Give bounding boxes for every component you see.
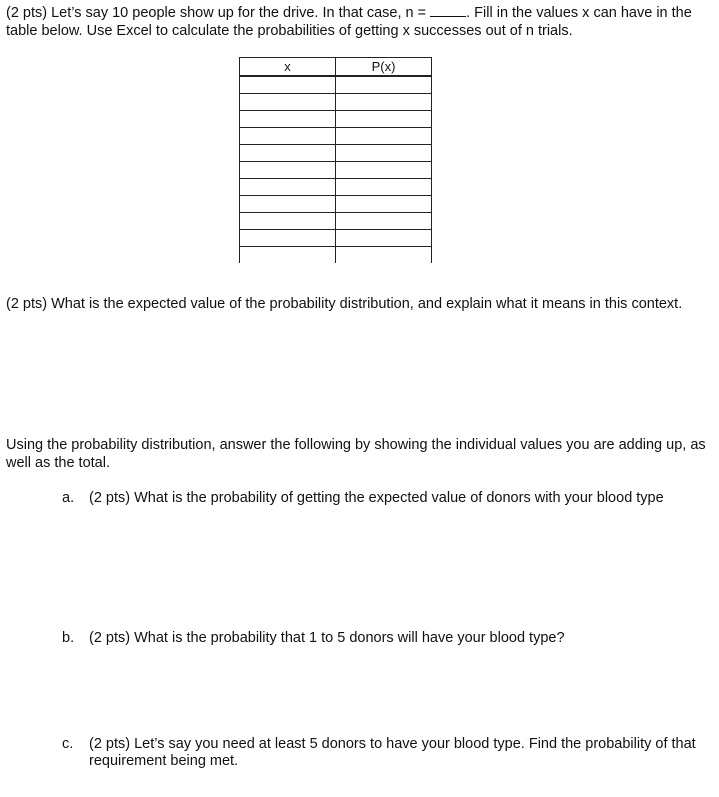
list-item-a-text: (2 pts) What is the probability of getting the expected value of donors with your blood type: [89, 490, 664, 506]
table-cell-px[interactable]: [336, 230, 432, 247]
table-row: [240, 128, 432, 145]
table-row: [240, 196, 432, 213]
table-row: [240, 230, 432, 247]
answer-blank-n[interactable]: [430, 4, 466, 17]
table-cell-x[interactable]: [240, 94, 336, 111]
list-marker-a: a.: [62, 490, 75, 506]
question-sample-size-text-start: (2 pts) Let’s say 10 people show up for the drive. In that case, n =: [6, 5, 431, 21]
table-cell-px[interactable]: [336, 247, 432, 264]
table-cell-x[interactable]: [240, 162, 336, 179]
table-row: [240, 94, 432, 111]
table-row: [240, 145, 432, 162]
question-distribution-intro: Using the probability distribution, answer the following by showing the individual values you are adding up, as well as the total.: [6, 437, 706, 471]
table-cell-px[interactable]: [336, 128, 432, 145]
question-sample-size-text-end: . Fill in the values x can have in the table below. Use Excel to calculate the probabilities of getting x successes out of n trials.: [6, 5, 692, 39]
list-item-b: [62, 630, 702, 647]
list-item-a: [62, 490, 702, 507]
list-item-c: [62, 736, 702, 770]
table-row: [240, 111, 432, 128]
table-cell-px[interactable]: [336, 76, 432, 94]
table-cell-x[interactable]: [240, 196, 336, 213]
table-cell-x[interactable]: [240, 128, 336, 145]
list-marker-c: c.: [62, 736, 74, 752]
table-cell-x[interactable]: [240, 230, 336, 247]
probability-table: [239, 57, 432, 263]
table-header-row: [240, 58, 432, 77]
table-row: [240, 213, 432, 230]
table-cell-x[interactable]: [240, 213, 336, 230]
table-cell-px[interactable]: [336, 162, 432, 179]
table-cell-x[interactable]: [240, 179, 336, 196]
list-marker-b: b.: [62, 630, 75, 646]
table-cell-x[interactable]: [240, 76, 336, 94]
table-cell-x[interactable]: [240, 145, 336, 162]
table-cell-px[interactable]: [336, 145, 432, 162]
table-cell-px[interactable]: [336, 196, 432, 213]
table-cell-x[interactable]: [240, 111, 336, 128]
table-cell-px[interactable]: [336, 213, 432, 230]
column-header-px: P(x): [336, 58, 432, 77]
table-cell-px[interactable]: [336, 179, 432, 196]
list-item-c-text: (2 pts) Let’s say you need at least 5 donors to have your blood type. Find the probability of that requirement being met.: [89, 736, 696, 769]
table-cell-x[interactable]: [240, 247, 336, 264]
table-row: [240, 179, 432, 196]
table-cell-px[interactable]: [336, 94, 432, 111]
question-expected-value: (2 pts) What is the expected value of the probability distribution, and explain what it means in this context.: [6, 296, 683, 312]
column-header-x: x: [240, 58, 336, 77]
table-row: [240, 162, 432, 179]
list-item-b-text: (2 pts) What is the probability that 1 to 5 donors will have your blood type?: [89, 630, 565, 646]
table-row: [240, 76, 432, 94]
question-sample-size: [6, 4, 706, 40]
table-cell-px[interactable]: [336, 111, 432, 128]
table-row: [240, 247, 432, 264]
